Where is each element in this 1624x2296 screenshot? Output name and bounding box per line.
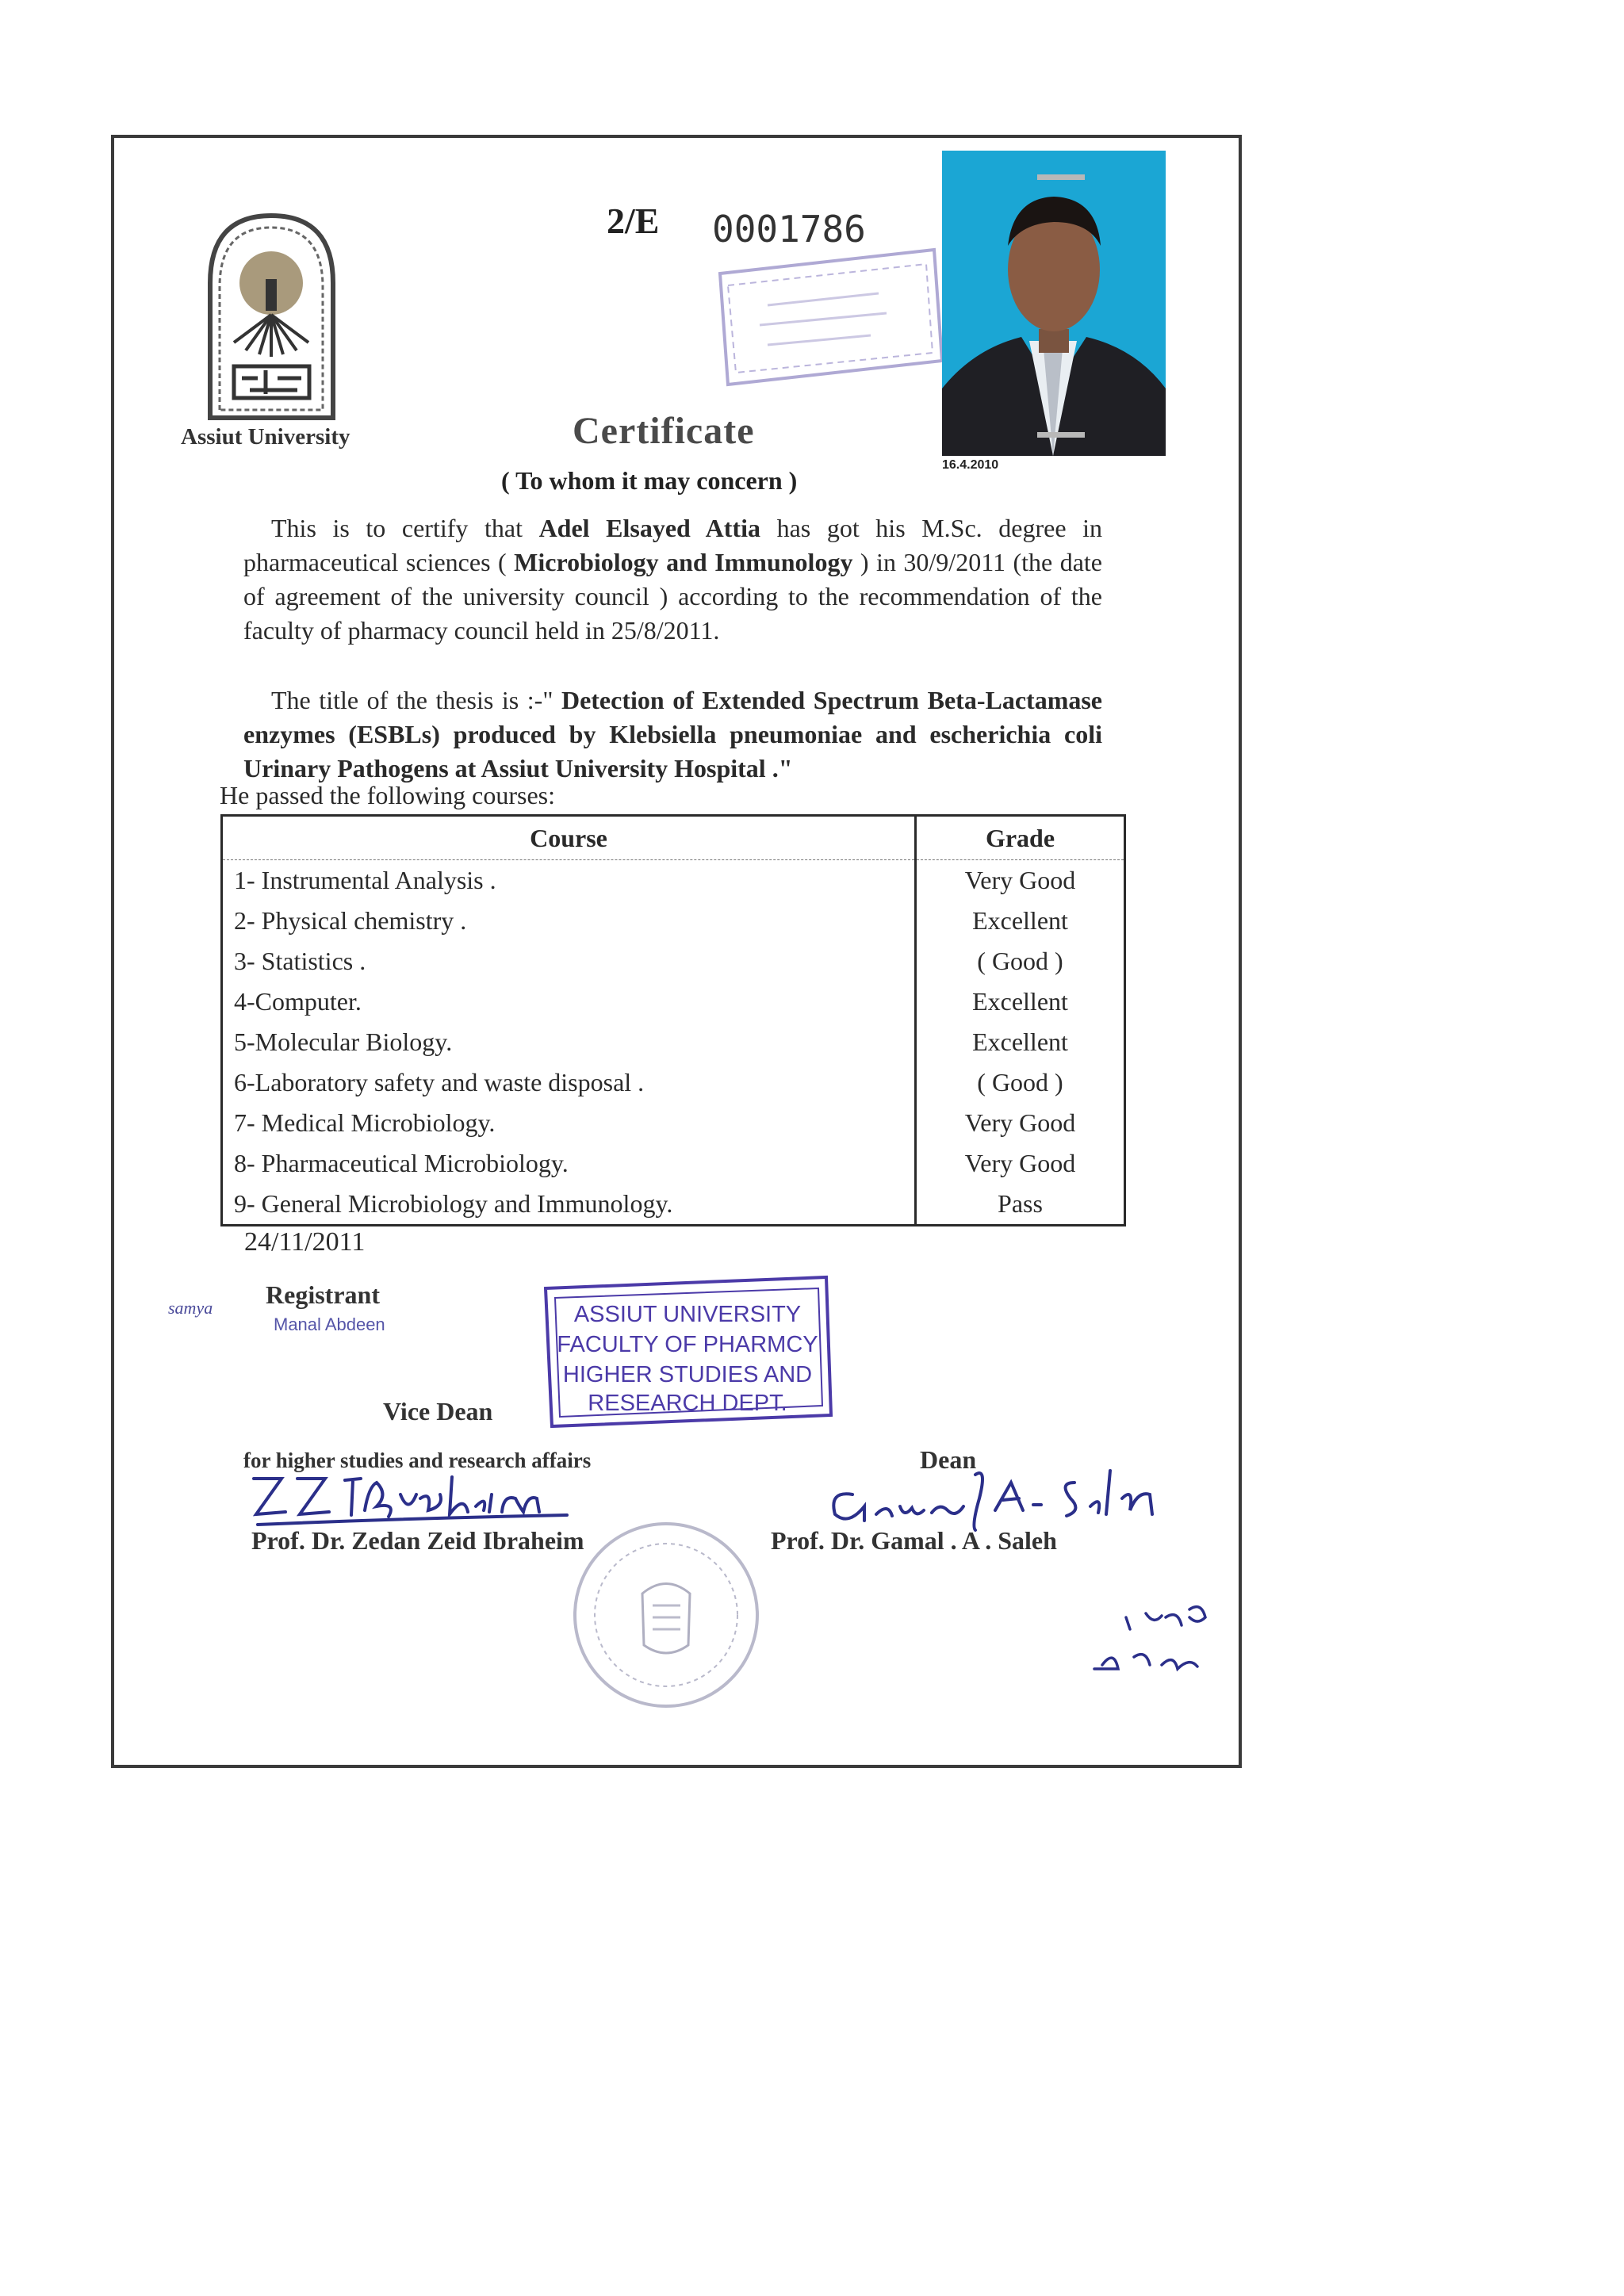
certificate-subtitle: ( To whom it may concern ) (501, 466, 798, 495)
grade-cell: Very Good (916, 1143, 1125, 1184)
grade-cell: Very Good (916, 860, 1125, 901)
vice-dean-name: Prof. Dr. Zedan Zeid Ibraheim (251, 1526, 584, 1555)
university-logo (202, 208, 341, 422)
table-header-row (222, 816, 1125, 860)
issue-date: 24/11/2011 (244, 1227, 366, 1257)
grade-cell: Excellent (916, 982, 1125, 1022)
registrant-handwritten-name: Manal Abdeen (274, 1314, 385, 1334)
table-row (222, 1062, 1125, 1103)
course-cell: 1- Instrumental Analysis . (234, 866, 496, 894)
degree-text: has got his M.Sc. degree in pharmaceutical sciences ( (243, 514, 1103, 576)
grade-cell: Excellent (916, 901, 1125, 941)
intro-text: This is to certify that (271, 514, 539, 542)
stamp-line-2: FACULTY OF PHARMCY (557, 1332, 818, 1357)
grade-cell: ( Good ) (916, 941, 1125, 982)
grade-header: Grade (916, 816, 1125, 860)
table-row (222, 1103, 1125, 1143)
vice-dean-label: Vice Dean (383, 1397, 493, 1425)
dean-signature (821, 1459, 1162, 1534)
dean-label: Dean (920, 1445, 977, 1474)
thesis-paragraph (243, 683, 1102, 786)
grade-cell: ( Good ) (916, 1062, 1125, 1103)
degree-field: Microbiology and Immunology (514, 548, 853, 576)
course-cell: 4-Computer. (234, 987, 362, 1016)
stamp-line-1: ASSIUT UNIVERSITY (573, 1302, 802, 1327)
photo-date: 16.4.2010 (942, 458, 999, 472)
table-row (222, 1143, 1125, 1184)
handwritten-note (1071, 1594, 1221, 1689)
grade-cell: Pass (916, 1184, 1125, 1226)
vice-dean-role: for higher studies and research affairs (243, 1448, 592, 1472)
council-text: ) in 30/9/2011 (the date of agreement of the university council ) according to the recommendation of the faculty of pharmacy council held in 25/8/2011. (243, 548, 1103, 645)
table-row (222, 1184, 1125, 1226)
course-cell: 5-Molecular Biology. (234, 1027, 453, 1056)
graduate-name: Adel Elsayed Attia (538, 514, 760, 542)
portrait-photo (942, 151, 1166, 456)
vice-dean-signature (250, 1463, 575, 1530)
course-header: Course (222, 816, 916, 860)
course-cell: 8- Pharmaceutical Microbiology. (234, 1149, 569, 1177)
university-seal (569, 1518, 764, 1712)
table-row (222, 941, 1125, 982)
serial-prefix: 2/E (607, 201, 660, 241)
thesis-title: Detection of Extended Spectrum Beta-Lactamase enzymes (ESBLs) produced by Klebsiella pneumoniae and escherichia coli Urinary Pathogens at Assiut University Hospital ." (243, 686, 1103, 783)
course-cell: 6-Laboratory safety and waste disposal . (234, 1068, 645, 1096)
table-row (222, 982, 1125, 1022)
certificate-title: Certificate (573, 410, 755, 452)
table-row (222, 1022, 1125, 1062)
stamp-line-4: RESEARCH DEPT. (588, 1391, 787, 1416)
registrant-label: Registrant (266, 1280, 380, 1309)
course-cell: 2- Physical chemistry . (234, 906, 467, 935)
serial-number: 0001786 (712, 208, 866, 251)
courses-intro: He passed the following courses: (220, 781, 556, 809)
grade-cell: Very Good (916, 1103, 1125, 1143)
thesis-intro: The title of the thesis is :-" (271, 686, 553, 714)
handwritten-initials: samya (168, 1298, 213, 1318)
course-cell: 7- Medical Microbiology. (234, 1108, 496, 1137)
course-cell: 3- Statistics . (234, 947, 366, 975)
faded-stamp (704, 242, 942, 392)
grade-cell: Excellent (916, 1022, 1125, 1062)
table-row (222, 860, 1125, 901)
courses-table (220, 814, 1126, 1226)
dean-name: Prof. Dr. Gamal . A . Saleh (771, 1526, 1057, 1555)
stamp-line-3: HIGHER STUDIES AND (562, 1362, 813, 1387)
course-cell: 9- General Microbiology and Immunology. (234, 1189, 673, 1218)
table-row (222, 901, 1125, 941)
university-name: Assiut University (181, 424, 350, 450)
certification-paragraph (243, 511, 1102, 648)
faculty-stamp (541, 1272, 836, 1431)
